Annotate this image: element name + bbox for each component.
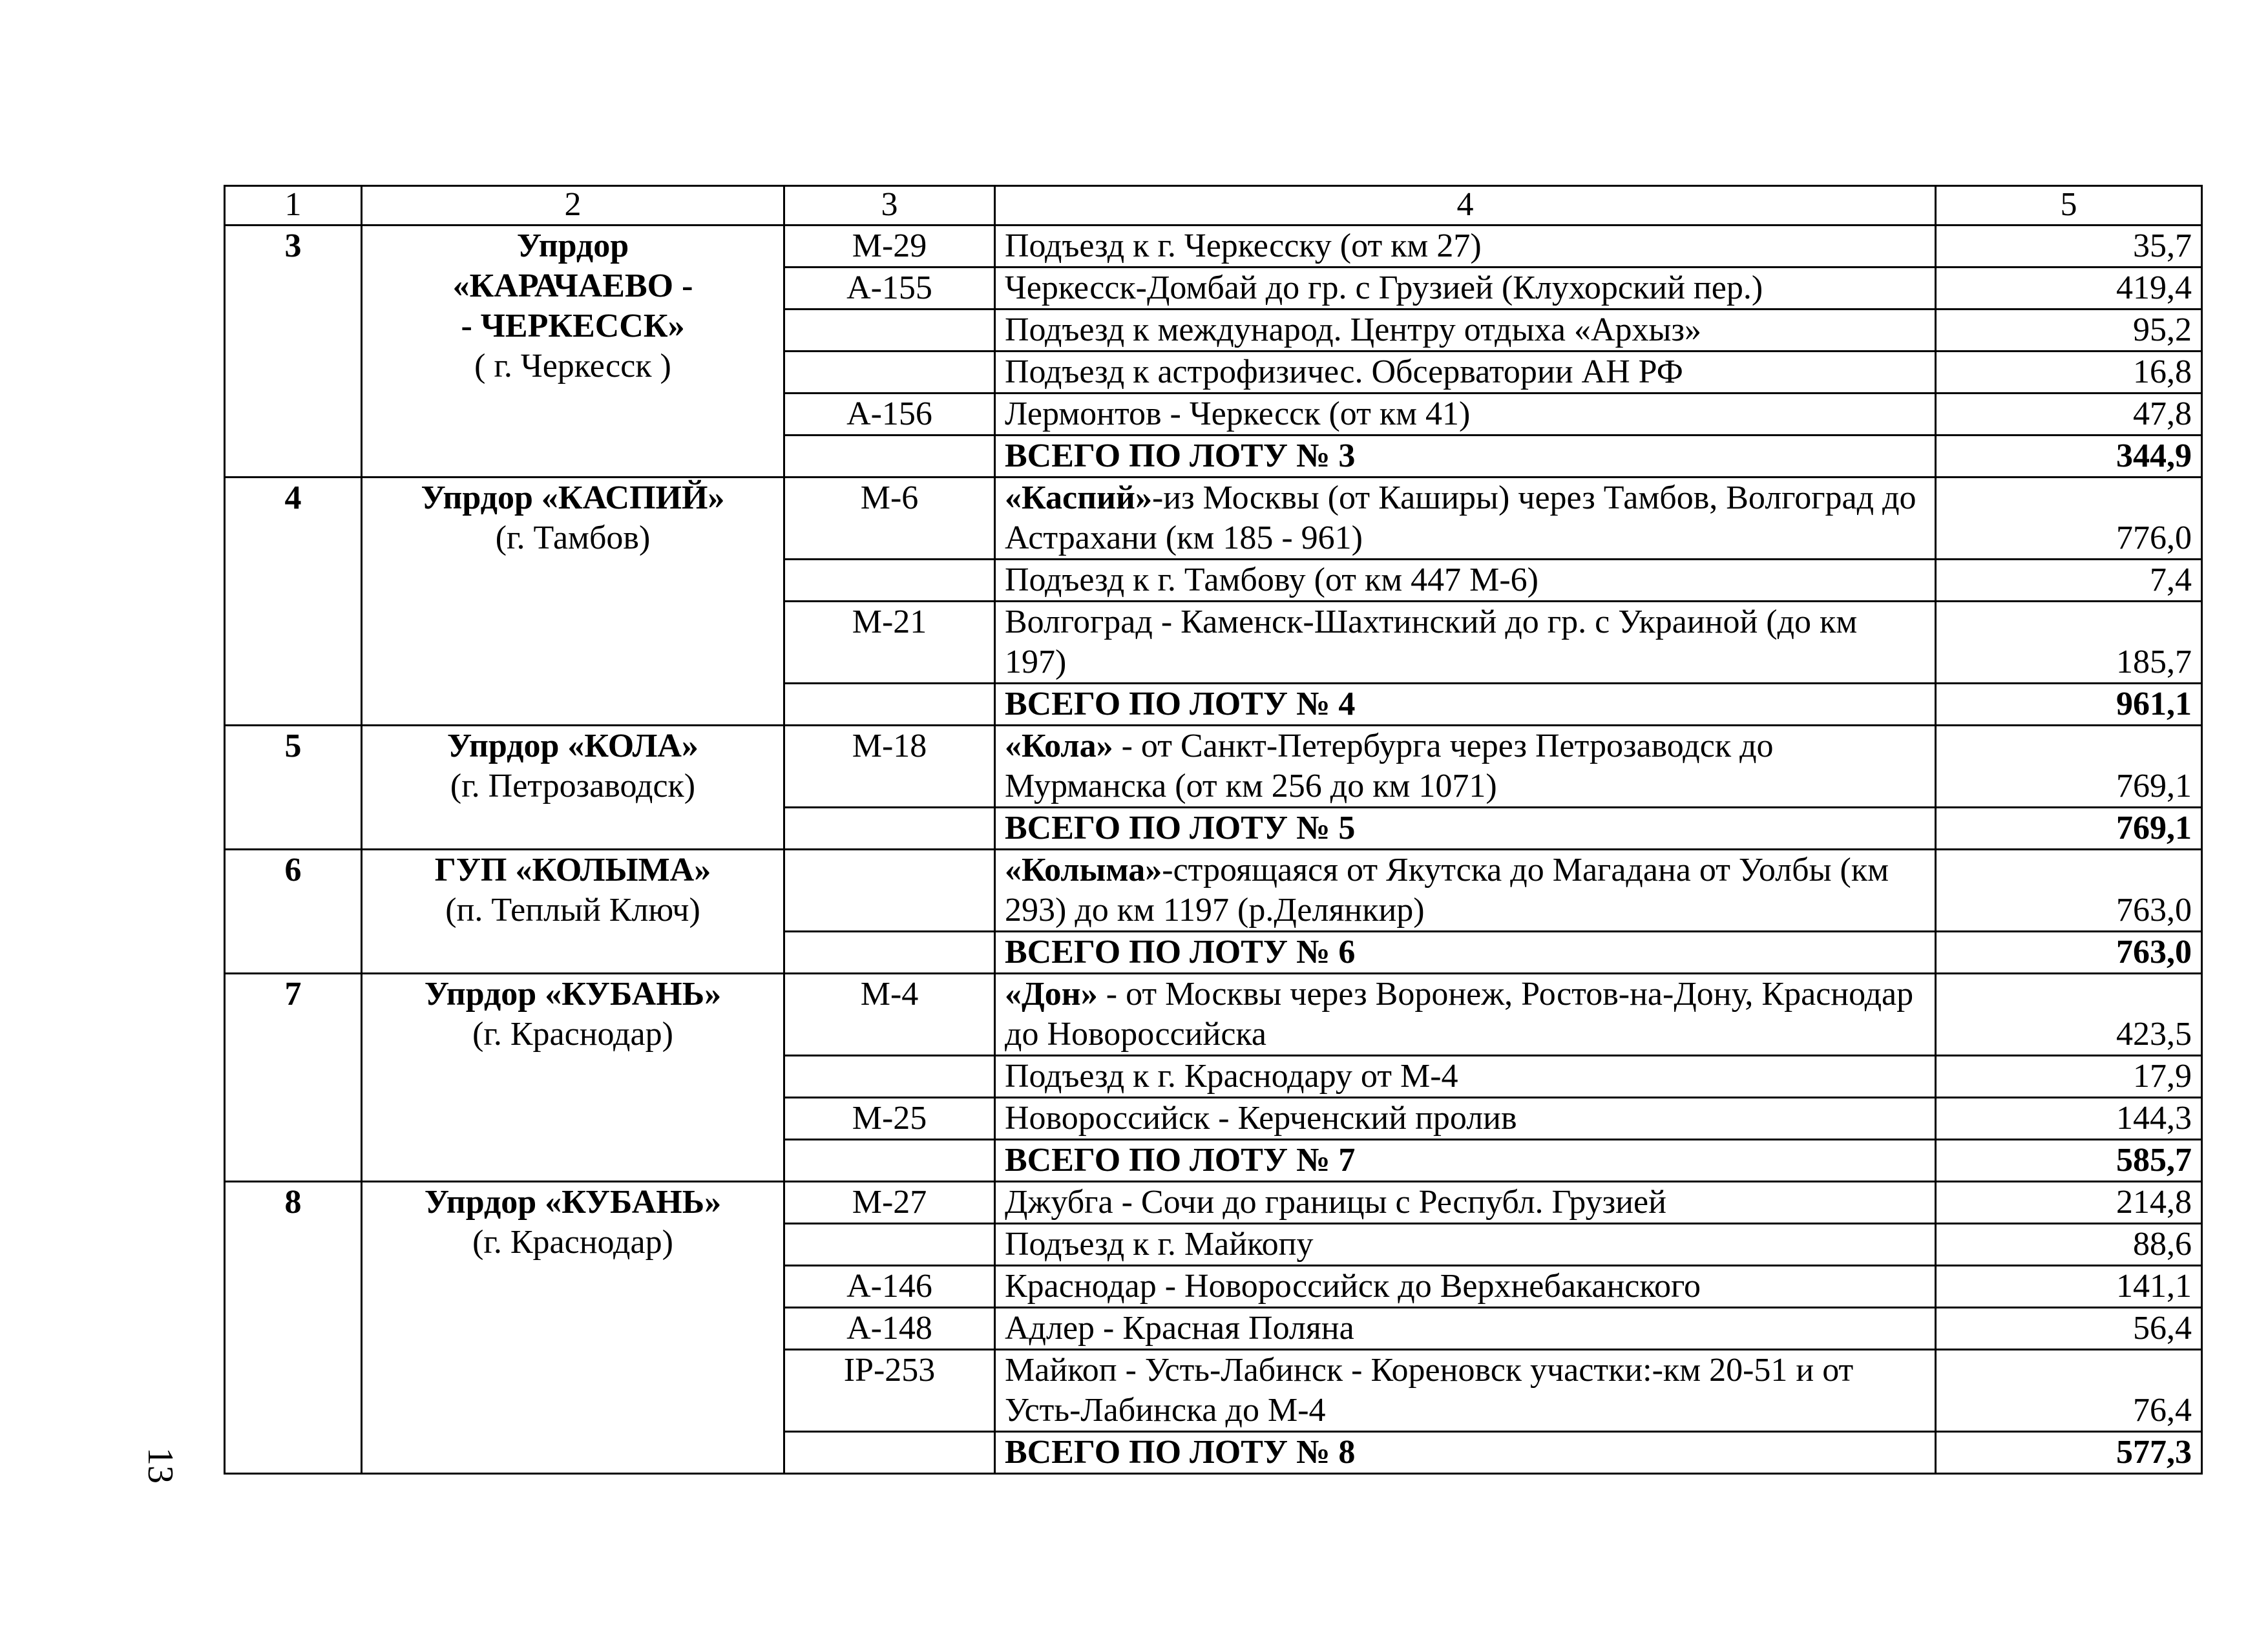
- empty-cell: [784, 1432, 995, 1474]
- road-code: М-6: [784, 478, 995, 560]
- road-code: [784, 1224, 995, 1266]
- lot-number: 4: [225, 478, 362, 726]
- road-description: [995, 850, 1936, 932]
- organization-name: Упрдор «КУБАНЬ»: [424, 976, 722, 1013]
- lot-total-value: 763,0: [1936, 932, 2202, 974]
- road-code: М-27: [784, 1182, 995, 1224]
- road-code: [784, 352, 995, 394]
- road-code: А-156: [784, 394, 995, 436]
- lot-total-value: 961,1: [1936, 684, 2202, 726]
- lot-total-label: ВСЕГО ПО ЛОТУ № 7: [995, 1140, 1936, 1182]
- road-description: Подъезд к г. Тамбову (от км 447 М-6): [995, 560, 1936, 602]
- table-row: [225, 478, 2202, 560]
- lot-total-label: ВСЕГО ПО ЛОТУ № 5: [995, 808, 1936, 850]
- road-length: 185,7: [1936, 602, 2202, 684]
- organization-name: Упрдор «КОЛА»: [447, 728, 698, 764]
- road-length: 419,4: [1936, 268, 2202, 310]
- organization-city: (п. Теплый Ключ): [445, 892, 700, 929]
- organization-cell: [362, 478, 784, 726]
- road-length: 95,2: [1936, 310, 2202, 352]
- road-description: [995, 974, 1936, 1056]
- organization-name: Упрдор «КАСПИЙ»: [421, 479, 725, 516]
- road-name: «Каспий»: [1005, 479, 1152, 516]
- road-description: [995, 478, 1936, 560]
- table-row: [225, 1182, 2202, 1224]
- road-name: «Дон»: [1005, 976, 1098, 1013]
- roads-table-body: [225, 186, 2202, 1474]
- empty-cell: [784, 684, 995, 726]
- column-number: 5: [1936, 186, 2202, 226]
- road-description: Волгоград - Каменск-Шахтинский до гр. с Украиной (до км 197): [995, 602, 1936, 684]
- road-description: Подъезд к г. Черкесску (от км 27): [995, 226, 1936, 268]
- road-length: 35,7: [1936, 226, 2202, 268]
- organization-cell: [362, 850, 784, 974]
- organization-city: (г. Краснодар): [472, 1016, 673, 1053]
- road-route: -из Москвы (от Каширы) через Тамбов, Волгоград до Астрахани (км 185 - 961): [1005, 479, 1916, 556]
- road-route: - от Санкт-Петербурга через Петрозаводск до Мурманска (от км 256 до км 1071): [1005, 728, 1774, 804]
- road-length: 776,0: [1936, 478, 2202, 560]
- lot-total-value: 769,1: [1936, 808, 2202, 850]
- column-number: 2: [362, 186, 784, 226]
- road-route: - от Москвы через Воронеж, Ростов-на-Дону, Краснодар до Новороссийска: [1005, 976, 1914, 1053]
- lot-total-value: 585,7: [1936, 1140, 2202, 1182]
- road-length: 214,8: [1936, 1182, 2202, 1224]
- column-number: 4: [995, 186, 1936, 226]
- organization-cell: [362, 726, 784, 850]
- road-description: Черкесск-Домбай до гр. с Грузией (Клухорский пер.): [995, 268, 1936, 310]
- road-name: «Кола»: [1005, 728, 1113, 764]
- road-description: [995, 726, 1936, 808]
- organization-cell: [362, 974, 784, 1182]
- road-code: А-146: [784, 1266, 995, 1308]
- organization-cell: [362, 1182, 784, 1474]
- empty-cell: [784, 932, 995, 974]
- table-row: [225, 850, 2202, 932]
- lot-total-label: ВСЕГО ПО ЛОТУ № 3: [995, 436, 1936, 478]
- road-code: М-29: [784, 226, 995, 268]
- road-code: IР-253: [784, 1350, 995, 1432]
- column-number-row: [225, 186, 2202, 226]
- road-description: Майкоп - Усть-Лабинск - Кореновск участки:-км 20-51 и от Усть-Лабинска до М-4: [995, 1350, 1936, 1432]
- column-number: 3: [784, 186, 995, 226]
- road-length: 423,5: [1936, 974, 2202, 1056]
- lot-number: 6: [225, 850, 362, 974]
- road-description: Лермонтов - Черкесск (от км 41): [995, 394, 1936, 436]
- road-code: [784, 1056, 995, 1098]
- table-row: [225, 226, 2202, 268]
- road-description: Подъезд к международ. Центру отдыха «Архыз»: [995, 310, 1936, 352]
- road-length: 76,4: [1936, 1350, 2202, 1432]
- road-length: 141,1: [1936, 1266, 2202, 1308]
- road-description: Подъезд к астрофизичес. Обсерватории АН РФ: [995, 352, 1936, 394]
- organization-city: ( г. Черкесск ): [474, 348, 671, 384]
- organization-name: - ЧЕРКЕССК»: [461, 308, 685, 344]
- organization-name: Упрдор: [516, 227, 629, 264]
- road-route: -строящаяся от Якутска до Магадана от Уолбы (км 293) до км 1197 (р.Делянкир): [1005, 852, 1889, 929]
- table-row: [225, 974, 2202, 1056]
- road-description: Джубга - Сочи до границы с Республ. Грузией: [995, 1182, 1936, 1224]
- organization-city: (г. Петрозаводск): [450, 768, 696, 804]
- road-description: Адлер - Красная Поляна: [995, 1308, 1936, 1350]
- road-code: М-25: [784, 1098, 995, 1140]
- road-name: «Колыма»: [1005, 852, 1162, 888]
- road-code: [784, 850, 995, 932]
- road-code: М-21: [784, 602, 995, 684]
- road-code: А-155: [784, 268, 995, 310]
- lot-number: 5: [225, 726, 362, 850]
- empty-cell: [784, 436, 995, 478]
- organization-city: (г. Тамбов): [495, 520, 651, 556]
- organization-cell: [362, 226, 784, 478]
- road-length: 17,9: [1936, 1056, 2202, 1098]
- lot-total-label: ВСЕГО ПО ЛОТУ № 6: [995, 932, 1936, 974]
- lot-total-label: ВСЕГО ПО ЛОТУ № 4: [995, 684, 1936, 726]
- road-length: 7,4: [1936, 560, 2202, 602]
- page-number: 13: [140, 1447, 180, 1484]
- lot-total-value: 344,9: [1936, 436, 2202, 478]
- road-length: 769,1: [1936, 726, 2202, 808]
- organization-name: «КАРАЧАЕВО -: [452, 268, 693, 304]
- road-code: [784, 310, 995, 352]
- column-number: 1: [225, 186, 362, 226]
- lot-number: 7: [225, 974, 362, 1182]
- road-code: А-148: [784, 1308, 995, 1350]
- organization-city: (г. Краснодар): [472, 1224, 673, 1261]
- empty-cell: [784, 808, 995, 850]
- lot-number: 8: [225, 1182, 362, 1474]
- road-code: [784, 560, 995, 602]
- road-length: 16,8: [1936, 352, 2202, 394]
- road-length: 763,0: [1936, 850, 2202, 932]
- road-length: 88,6: [1936, 1224, 2202, 1266]
- road-code: М-18: [784, 726, 995, 808]
- roads-table: [224, 185, 2203, 1475]
- lot-total-label: ВСЕГО ПО ЛОТУ № 8: [995, 1432, 1936, 1474]
- road-description: Подъезд к г. Краснодару от М-4: [995, 1056, 1936, 1098]
- lot-number: 3: [225, 226, 362, 478]
- road-code: М-4: [784, 974, 995, 1056]
- road-length: 144,3: [1936, 1098, 2202, 1140]
- road-description: Новороссийск - Керченский пролив: [995, 1098, 1936, 1140]
- road-length: 56,4: [1936, 1308, 2202, 1350]
- road-length: 47,8: [1936, 394, 2202, 436]
- empty-cell: [784, 1140, 995, 1182]
- organization-name: Упрдор «КУБАНЬ»: [424, 1184, 722, 1221]
- organization-name: ГУП «КОЛЫМА»: [434, 852, 711, 888]
- road-description: Подъезд к г. Майкопу: [995, 1224, 1936, 1266]
- table-row: [225, 726, 2202, 808]
- road-description: Краснодар - Новороссийск до Верхнебаканского: [995, 1266, 1936, 1308]
- lot-total-value: 577,3: [1936, 1432, 2202, 1474]
